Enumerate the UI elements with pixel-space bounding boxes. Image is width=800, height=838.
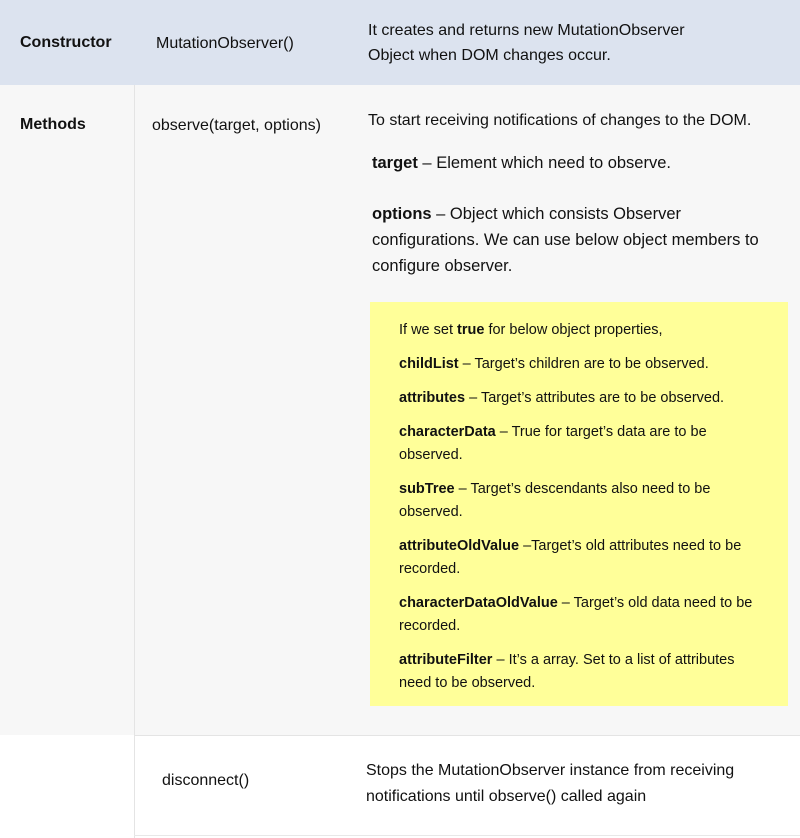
options-param (372, 202, 681, 227)
note-desc-cont: observed. (399, 504, 463, 520)
note-item-characterdata (399, 421, 779, 467)
note-desc-cont: recorded. (399, 618, 461, 634)
constructor-signature: MutationObserver() (156, 35, 294, 52)
note-item-childlist (399, 353, 779, 376)
column-divider (134, 85, 135, 838)
note-desc: –Target’s old attributes need to be (519, 538, 742, 554)
disconnect-description-line2: notifications until observe() called again (366, 788, 647, 805)
target-param (372, 151, 671, 176)
note-term: characterData (399, 424, 496, 440)
constructor-description-line1: It creates and returns new MutationObserver (368, 22, 685, 39)
note-item-attributes (399, 387, 779, 410)
note-term: attributeOldValue (399, 538, 520, 554)
note-intro-prefix: If we set (399, 322, 458, 338)
options-term: options (372, 205, 432, 223)
note-desc-cont: observed. (399, 447, 463, 463)
disconnect-signature: disconnect() (162, 772, 250, 789)
note-item-attributeoldvalue (399, 535, 779, 581)
note-intro (399, 319, 779, 342)
row-divider (134, 735, 800, 736)
row-divider-bottom (134, 835, 800, 836)
note-term: subTree (399, 481, 455, 497)
note-item-subtree (399, 478, 779, 524)
note-intro-bold: true (457, 322, 485, 338)
constructor-description-line2: Object when DOM changes occur. (368, 47, 611, 64)
note-desc-cont: need to be observed. (399, 675, 536, 691)
methods-label: Methods (20, 116, 86, 133)
options-desc-line1: – Object which consists Observer (431, 205, 682, 223)
note-item-characterdataoldvalue (399, 592, 779, 638)
note-desc: – It’s a array. Set to a list of attributes (492, 652, 735, 668)
note-desc: – Target’s old data need to be (557, 595, 753, 611)
options-note-list (399, 319, 779, 706)
observe-description: To start receiving notifications of changes to the DOM. (368, 112, 752, 129)
note-term: childList (399, 356, 459, 372)
disconnect-description-line1: Stops the MutationObserver instance from receiving (366, 762, 735, 779)
note-desc: – Target’s children are to be observed. (458, 356, 709, 372)
note-item-attributefilter (399, 649, 779, 695)
target-term: target (372, 154, 418, 172)
note-desc: – Target’s attributes are to be observed. (465, 390, 725, 406)
note-term: attributes (399, 390, 466, 406)
options-note-box (370, 302, 788, 706)
options-desc-line3: configure observer. (372, 257, 513, 275)
note-term: attributeFilter (399, 652, 493, 668)
note-term: characterDataOldValue (399, 595, 558, 611)
options-desc-line2: configurations. We can use below object members to (372, 231, 759, 249)
note-desc-cont: recorded. (399, 561, 461, 577)
observe-signature: observe(target, options) (152, 117, 321, 134)
target-desc: – Element which need to observe. (417, 154, 671, 172)
note-desc: – True for target’s data are to be (495, 424, 707, 440)
note-intro-suffix: for below object properties, (484, 322, 663, 338)
note-desc: – Target’s descendants also need to be (454, 481, 711, 497)
constructor-label: Constructor (20, 34, 112, 51)
